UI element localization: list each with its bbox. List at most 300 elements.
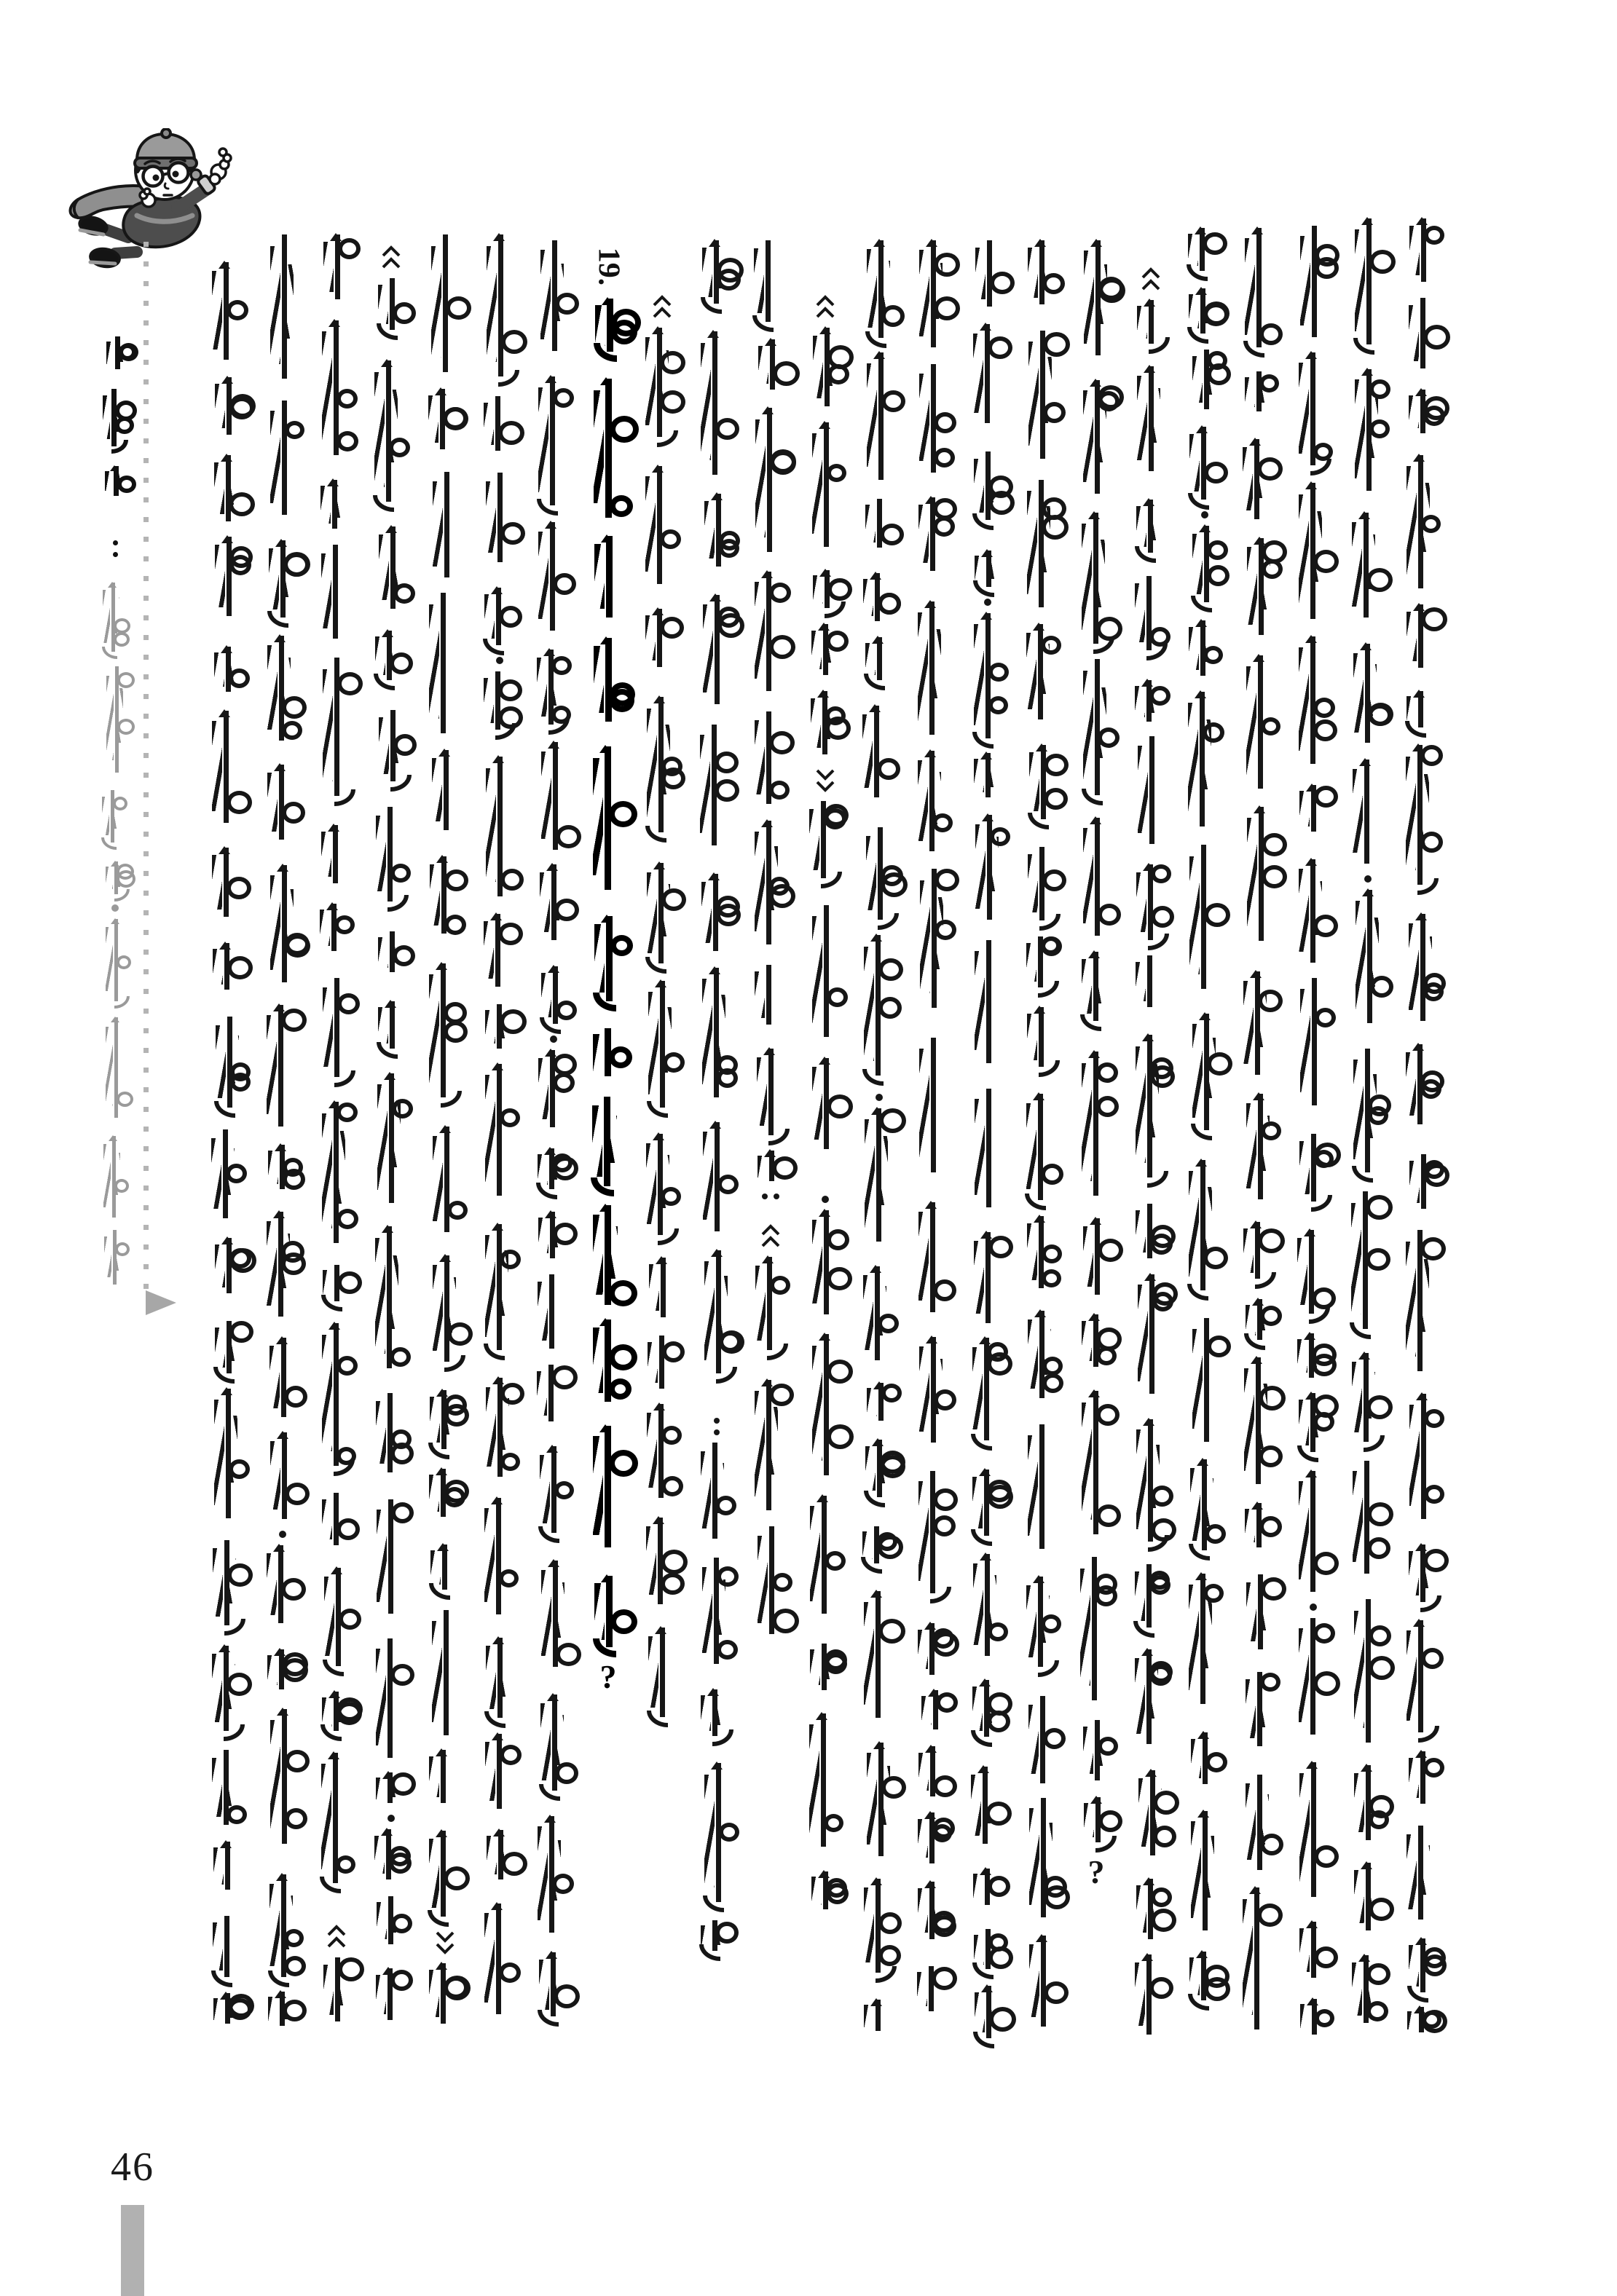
question-mark-text: ? <box>599 1657 617 1695</box>
stroke-bowl <box>500 869 524 891</box>
stroke-teeth <box>538 1826 548 1920</box>
stroke-teeth <box>1299 791 1310 827</box>
script-word <box>591 638 625 726</box>
stroke-teeth <box>1083 390 1093 482</box>
stroke-tail <box>864 1491 885 1507</box>
script-word <box>1187 845 1221 993</box>
script-word <box>972 1986 1006 2043</box>
stroke-bowl <box>337 993 360 1014</box>
stroke-teeth <box>322 1113 332 1228</box>
item-number-text: 19. <box>591 247 625 286</box>
stroke-teeth <box>972 1347 983 1429</box>
stroke-bowl <box>281 1009 307 1032</box>
script-word <box>865 1743 898 1861</box>
script-word <box>862 2000 895 2035</box>
stroke-stem <box>1310 636 1315 764</box>
stroke-bowl <box>881 865 903 886</box>
stroke-bowl <box>447 1322 473 1346</box>
script-word <box>1025 1216 1058 1293</box>
stroke-ticks <box>990 762 997 787</box>
script-word <box>1245 538 1278 639</box>
stroke-teeth <box>972 1477 983 1528</box>
stroke-bowl <box>230 1062 251 1081</box>
stroke-tail <box>1148 934 1169 950</box>
stroke-tail <box>1095 1836 1117 1853</box>
stroke-tail <box>1082 789 1103 805</box>
stroke-bowl <box>935 920 956 940</box>
stroke-teeth <box>864 1887 874 1962</box>
stroke-teeth <box>377 1510 387 1602</box>
script-word <box>752 965 786 1029</box>
stroke-bowl <box>878 997 902 1019</box>
script-word <box>1026 1696 1060 1788</box>
stroke-bowl <box>1423 396 1449 420</box>
stroke-teeth <box>862 714 873 788</box>
script-word <box>484 1830 518 1884</box>
stroke-teeth <box>1247 818 1257 927</box>
stroke-tail <box>441 1091 462 1108</box>
stroke-bowl <box>1153 1791 1179 1815</box>
stroke-tail <box>972 513 994 530</box>
stroke-teeth <box>918 1481 929 1581</box>
stroke-bowl <box>282 802 305 824</box>
stroke-teeth <box>918 760 928 841</box>
stroke-bowl <box>444 1021 468 1043</box>
stroke-bowl <box>1313 719 1337 741</box>
script-word <box>373 1226 406 1373</box>
script-word <box>1081 659 1114 800</box>
stroke-bowl <box>1424 1409 1444 1428</box>
stroke-tail <box>537 499 558 516</box>
script-word <box>211 1993 245 2028</box>
script-word <box>591 379 625 522</box>
script-word <box>1297 1922 1331 1982</box>
stroke-teeth <box>1026 633 1036 709</box>
stroke-teeth <box>704 501 715 559</box>
stroke-bowl <box>1098 904 1121 926</box>
stroke-teeth <box>267 1553 277 1615</box>
script-word <box>430 750 463 835</box>
stroke-teeth <box>213 1922 223 1970</box>
stroke-teeth <box>755 419 766 537</box>
stroke-bowl <box>934 412 956 433</box>
stroke-teeth <box>375 1238 385 1354</box>
stroke-teeth <box>487 246 497 362</box>
script-word <box>971 324 1004 427</box>
script-word <box>211 1916 244 1981</box>
stroke-bowl <box>117 864 134 880</box>
stroke-stem <box>1201 427 1206 500</box>
script-word <box>1190 1014 1224 1135</box>
stroke-tail <box>1135 546 1156 563</box>
stroke-tail <box>712 1729 733 1746</box>
stroke-ticks <box>1152 511 1160 540</box>
stroke-teeth <box>647 709 657 818</box>
stroke-teeth <box>1026 1103 1036 1189</box>
stroke-bowl <box>1262 833 1287 856</box>
stroke-stem <box>874 706 879 797</box>
stroke-teeth <box>1190 1468 1200 1541</box>
stroke-tail <box>1039 1060 1060 1077</box>
stroke-ticks <box>228 1766 235 1806</box>
script-word <box>1081 380 1114 498</box>
stroke-tail <box>268 1970 289 1987</box>
stroke-bowl <box>553 573 576 595</box>
stroke-bowl <box>1098 1737 1118 1756</box>
text-column <box>754 240 787 1638</box>
stroke-bowl <box>1044 788 1068 810</box>
stroke-teeth <box>1406 1834 1417 1909</box>
stroke-bowl <box>933 1775 957 1797</box>
script-word <box>863 1440 897 1502</box>
stroke-bowl <box>988 696 1008 714</box>
script-word <box>1024 624 1058 724</box>
script-word <box>322 1568 355 1670</box>
stroke-teeth <box>376 1975 386 2014</box>
script-word <box>374 1638 407 1762</box>
stroke-teeth <box>538 532 548 619</box>
stroke-tail <box>1093 637 1114 654</box>
stroke-teeth <box>1084 1803 1094 1837</box>
stroke-tail <box>1188 1994 1209 2011</box>
stroke-bowl <box>717 1566 739 1587</box>
stroke-teeth <box>323 242 334 292</box>
script-word <box>481 914 515 991</box>
stroke-teeth <box>429 1839 439 1908</box>
stroke-teeth <box>1189 1957 1200 1995</box>
stroke-bowl <box>827 464 846 482</box>
middle-dot <box>537 1034 570 1044</box>
stroke-tail <box>1188 493 1209 510</box>
script-word <box>591 1205 624 1309</box>
stroke-bowl <box>1314 1946 1338 1968</box>
stroke-bowl <box>932 1967 957 1990</box>
stroke-teeth <box>538 1058 548 1119</box>
stroke-bowl <box>227 956 253 979</box>
script-word <box>1350 513 1383 622</box>
stroke-bowl <box>934 296 960 320</box>
item-number <box>591 240 625 293</box>
stroke-teeth <box>810 1506 820 1601</box>
stroke-stem <box>333 825 338 883</box>
stroke-teeth <box>433 1265 443 1351</box>
stroke-teeth <box>1027 1014 1037 1060</box>
script-word <box>865 352 898 484</box>
stroke-bowl <box>1041 1614 1061 1633</box>
script-word <box>265 765 299 844</box>
stroke-stem <box>767 408 772 552</box>
stroke-stem <box>444 750 449 830</box>
stroke-stem <box>878 352 884 480</box>
stroke-bowl <box>988 1236 1013 1258</box>
stroke-bowl <box>1151 1486 1173 1507</box>
stroke-teeth <box>649 1264 659 1311</box>
stroke-teeth <box>1406 1242 1416 1357</box>
stroke-teeth <box>1189 627 1199 670</box>
script-word <box>971 1554 1004 1660</box>
stroke-tail <box>645 957 666 974</box>
stroke-tail <box>1417 878 1439 895</box>
script-word <box>374 807 407 906</box>
stroke-bowl <box>1151 906 1174 928</box>
script-word <box>1404 1044 1437 1129</box>
stroke-bowl <box>1044 1981 1069 2004</box>
stroke-bowl <box>114 618 130 634</box>
stroke-stem <box>606 536 613 618</box>
stroke-bowl <box>1424 1485 1444 1504</box>
script-word <box>972 1929 1005 1973</box>
stroke-bowl <box>827 1424 854 1449</box>
stroke-bowl <box>1042 869 1066 891</box>
stroke-teeth <box>429 604 439 719</box>
script-word <box>1027 745 1061 824</box>
stroke-stem <box>606 1576 613 1647</box>
stroke-teeth <box>971 1775 981 1836</box>
stroke-bowl <box>1420 832 1443 853</box>
stroke-bowl <box>936 1692 958 1713</box>
stroke-bowl <box>227 1805 247 1824</box>
stroke-teeth <box>212 855 222 910</box>
script-word <box>1134 1879 1168 1944</box>
stroke-ticks <box>1207 1836 1214 1898</box>
stroke-teeth <box>433 1136 443 1221</box>
script-word <box>1190 1318 1224 1446</box>
stroke-teeth <box>106 927 113 991</box>
stroke-teeth <box>918 1819 928 1858</box>
colon-mark <box>754 1191 787 1202</box>
stroke-bowl <box>827 364 849 384</box>
stroke-tail <box>1133 1621 1154 1638</box>
stroke-teeth <box>702 979 712 1084</box>
stroke-bowl <box>661 1187 681 1206</box>
stroke-bowl <box>554 1984 580 2008</box>
script-word <box>1189 1811 1222 1935</box>
stroke-teeth <box>432 758 442 821</box>
stroke-bowl <box>661 1550 688 1574</box>
stroke-teeth <box>1243 981 1254 1064</box>
stroke-bowl <box>661 1426 682 1445</box>
stroke-teeth <box>646 1143 656 1224</box>
stroke-bowl <box>772 1609 799 1633</box>
stroke-tail <box>645 826 666 843</box>
stroke-stem <box>441 593 446 733</box>
stroke-teeth <box>267 645 278 730</box>
middle-dot <box>374 1813 408 1823</box>
script-word <box>808 691 842 759</box>
script-word <box>752 711 786 808</box>
script-word <box>539 742 573 854</box>
script-word <box>810 422 843 551</box>
stroke-bowl <box>1368 1106 1388 1125</box>
stroke-teeth <box>974 759 984 792</box>
stroke-bowl <box>1366 1248 1390 1271</box>
stroke-bowl <box>337 1356 358 1376</box>
script-word <box>1134 1419 1168 1546</box>
stroke-bowl <box>1203 1247 1228 1269</box>
script-word <box>862 1879 895 1977</box>
stroke-teeth <box>1409 1945 1419 1987</box>
stroke-bowl <box>719 1331 741 1352</box>
stroke-bowl <box>1421 607 1447 631</box>
script-word <box>1081 818 1114 940</box>
stroke-teeth <box>216 1025 226 1098</box>
stroke-bowl <box>933 516 955 537</box>
script-word <box>483 1004 516 1053</box>
stroke-teeth <box>1028 1705 1039 1774</box>
stroke-bowl <box>555 293 579 315</box>
stroke-teeth <box>1406 466 1417 575</box>
script-word <box>1025 1007 1058 1071</box>
stroke-teeth <box>593 1328 603 1393</box>
script-word <box>374 1499 408 1618</box>
script-word <box>916 1746 950 1801</box>
script-word <box>265 636 299 745</box>
stroke-stem <box>444 1127 449 1232</box>
stroke-teeth <box>863 1275 873 1350</box>
stroke-teeth <box>594 390 604 503</box>
script-word <box>1187 288 1220 338</box>
stroke-bowl <box>1205 1524 1226 1544</box>
stroke-tail <box>1191 596 1212 612</box>
script-word <box>1351 1049 1385 1177</box>
stroke-bowl <box>337 1209 358 1229</box>
script-word <box>1133 1564 1166 1632</box>
stroke-bowl <box>715 418 739 440</box>
stroke-bowl <box>389 438 410 457</box>
stroke-teeth <box>1409 1405 1420 1506</box>
script-word <box>101 583 126 655</box>
stroke-stem <box>1420 1751 1425 1804</box>
script-word <box>538 1446 571 1537</box>
stroke-bowl <box>1420 1079 1441 1099</box>
stroke-bowl <box>117 719 135 735</box>
stroke-teeth <box>919 1049 929 1159</box>
stroke-teeth <box>593 1215 603 1295</box>
stroke-stem <box>1418 1620 1423 1732</box>
stroke-teeth <box>1083 671 1093 781</box>
stroke-bowl <box>114 632 130 647</box>
stroke-stem <box>766 965 771 1025</box>
script-word <box>427 963 460 1102</box>
stroke-bowl <box>554 899 579 921</box>
script-word <box>643 466 677 588</box>
stroke-tail <box>114 889 130 902</box>
script-word <box>756 339 790 394</box>
script-word <box>102 1136 127 1220</box>
script-word <box>1186 228 1219 275</box>
stroke-teeth <box>648 1636 658 1708</box>
stroke-teeth <box>212 1758 222 1817</box>
script-word <box>483 1064 516 1200</box>
stroke-crown <box>111 861 119 867</box>
stroke-bowl <box>1369 250 1396 274</box>
script-word <box>1353 890 1387 1027</box>
script-word <box>702 1763 736 1906</box>
script-word <box>372 360 406 506</box>
stroke-stem <box>1146 1954 1152 2035</box>
stroke-teeth <box>103 1144 111 1207</box>
stroke-stem <box>716 494 721 567</box>
stroke-bowl <box>1044 1876 1067 1898</box>
script-word <box>1024 1094 1058 1204</box>
stroke-teeth <box>864 2005 874 2027</box>
stroke-stem <box>605 1426 611 1547</box>
stroke-bowl <box>772 1573 792 1592</box>
script-word <box>864 827 897 924</box>
script-word <box>917 1038 951 1177</box>
stroke-teeth <box>105 471 112 491</box>
stroke-bowl <box>1204 903 1230 927</box>
script-word <box>105 336 130 372</box>
stroke-bowl <box>551 1365 578 1389</box>
stroke-bowl <box>1151 1909 1176 1932</box>
stroke-teeth <box>646 1526 656 1595</box>
stroke-stem <box>1311 1134 1316 1202</box>
stroke-bowl <box>826 1878 847 1898</box>
stroke-bowl <box>393 583 415 604</box>
text-column <box>537 240 570 2021</box>
stroke-ticks <box>1423 1845 1430 1895</box>
stroke-bowl <box>770 451 796 475</box>
stroke-stem <box>550 522 555 631</box>
script-word <box>211 1842 245 1894</box>
stroke-tail <box>1039 914 1061 931</box>
script-word <box>1243 371 1276 416</box>
script-word <box>916 1882 949 1944</box>
stroke-teeth <box>1138 1778 1149 1847</box>
stroke-teeth <box>866 836 876 910</box>
stroke-ticks <box>502 1398 509 1450</box>
script-word <box>1135 300 1168 348</box>
stroke-bowl <box>1422 2010 1447 2033</box>
script-word <box>1026 240 1059 309</box>
stroke-bowl <box>498 421 524 445</box>
stroke-bowl <box>827 987 848 1007</box>
stroke-bowl <box>1423 325 1450 350</box>
script-word <box>1189 1732 1222 1788</box>
stroke-ticks <box>881 1136 888 1205</box>
script-word <box>1349 1191 1382 1333</box>
stroke-bowl <box>827 578 852 601</box>
script-word <box>808 1496 841 1618</box>
script-word <box>972 753 1005 802</box>
script-word <box>698 725 731 850</box>
script-word <box>1297 1471 1330 1596</box>
stroke-bowl <box>229 492 255 516</box>
script-word <box>377 526 410 613</box>
stroke-teeth <box>379 717 389 774</box>
script-word <box>430 472 464 582</box>
stroke-teeth <box>1353 1060 1364 1159</box>
stroke-teeth <box>270 875 280 970</box>
stroke-tail <box>1255 1272 1276 1289</box>
script-word <box>915 1966 948 2016</box>
text-column <box>808 291 842 1954</box>
script-word <box>483 1224 516 1354</box>
stroke-bowl <box>390 1664 414 1686</box>
stroke-teeth <box>268 1151 278 1184</box>
stroke-bowl <box>501 1852 527 1876</box>
stroke-bowl <box>117 476 136 493</box>
script-word <box>1078 1557 1112 1705</box>
stroke-bowl <box>661 888 686 911</box>
script-word <box>1186 692 1219 831</box>
stroke-teeth <box>1300 989 1310 1092</box>
stroke-bowl <box>1098 727 1120 748</box>
stroke-bowl <box>390 652 413 674</box>
stroke-bowl <box>554 1481 574 1499</box>
stroke-bowl <box>1042 1244 1062 1263</box>
